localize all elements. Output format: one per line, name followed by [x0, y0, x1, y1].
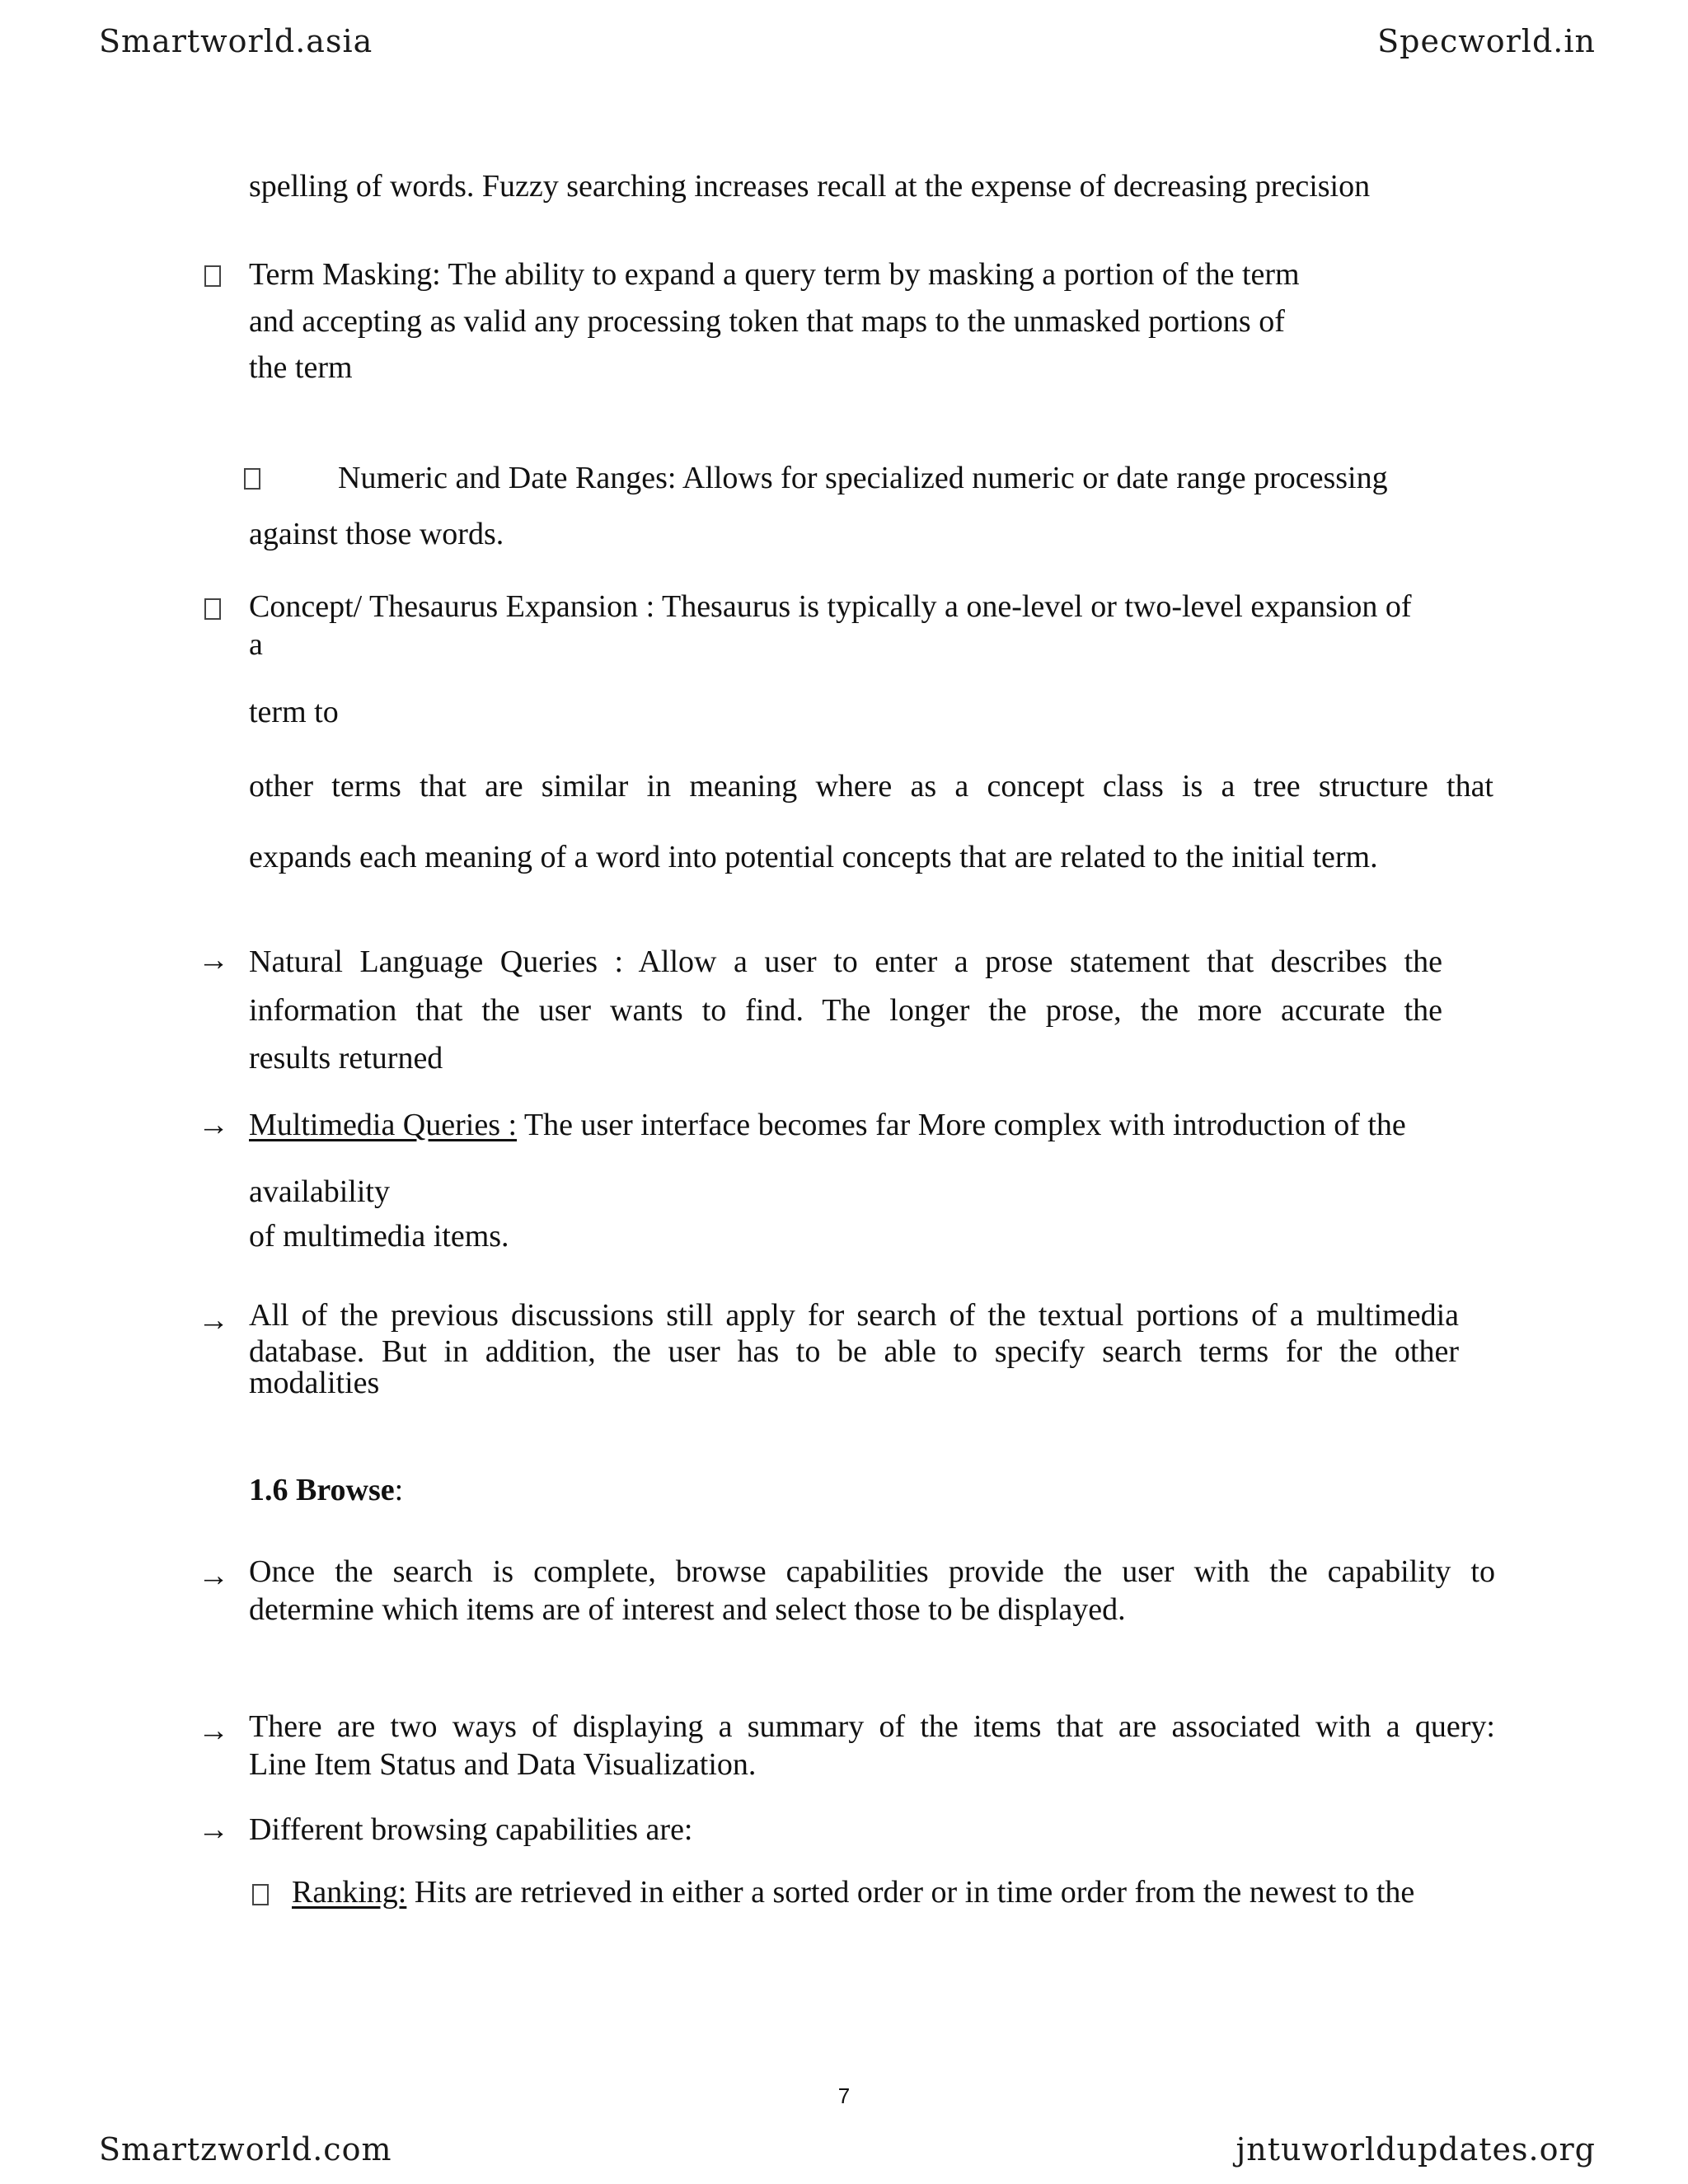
right-arrow-icon: → — [198, 1303, 229, 1338]
ranking-label: Ranking: — [292, 1875, 407, 1910]
natural-language-line-1: Natural Language Queries : Allow a user to enter a prose statement that describes the — [249, 944, 1442, 979]
previous-line-1: All of the previous discussions still apply for search of the textual portions of a multimedia — [249, 1298, 1459, 1333]
right-arrow-icon: → — [198, 1558, 229, 1593]
ranking-text: Hits are retrieved in either a sorted order or in time order from the newest to the — [406, 1875, 1415, 1910]
header-right-site: Specworld.in — [1377, 23, 1596, 59]
multimedia-line-2: availability — [249, 1174, 390, 1209]
once-line-2: determine which items are of interest and select those to be displayed. — [249, 1592, 1126, 1627]
term-masking-line-1: Term Masking: The ability to expand a query term by masking a portion of the term — [249, 257, 1300, 292]
fuzzy-search-tail: spelling of words. Fuzzy searching increases recall at the expense of decreasing precision — [249, 169, 1371, 204]
footer-right-site: jntuworldupdates.org — [1236, 2131, 1596, 2168]
natural-language-line-3: results returned — [249, 1041, 443, 1076]
right-arrow-icon: → — [198, 1108, 229, 1142]
term-masking-line-3: the term — [249, 350, 353, 385]
concept-line-1: Concept/ Thesaurus Expansion : Thesaurus is typically a one-level or two-level expansion of — [249, 589, 1412, 624]
section-heading-colon: : — [394, 1473, 404, 1507]
natural-language-line-2: information that the user wants to find. The longer the prose, the more accurate the — [249, 993, 1442, 1028]
previous-line-2: database. But in addition, the user has to be able to specify search terms for the other — [249, 1334, 1459, 1369]
term-masking-line-2: and accepting as valid any processing token that maps to the unmasked portions of — [249, 304, 1285, 339]
two-ways-line-2: Line Item Status and Data Visualization. — [249, 1747, 757, 1782]
multimedia-line-1-text: The user interface becomes far More complex with introduction of the — [517, 1108, 1406, 1142]
footer-left-site: Smartzworld.com — [99, 2131, 392, 2168]
right-arrow-icon: → — [198, 943, 229, 977]
concept-line-2: a — [249, 627, 263, 662]
section-heading-text: 1.6 Browse — [249, 1473, 395, 1507]
multimedia-line-3: of multimedia items. — [249, 1219, 509, 1254]
right-arrow-icon: → — [198, 1812, 229, 1847]
square-bullet-icon — [252, 1884, 269, 1905]
ranking-line — [292, 1869, 1414, 1915]
concept-line-5: expands each meaning of a word into potential concepts that are related to the initial term. — [249, 840, 1378, 874]
multimedia-queries-label: Multimedia Queries : — [249, 1108, 518, 1142]
different-browsing-line: Different browsing capabilities are: — [249, 1812, 693, 1847]
square-bullet-icon — [204, 598, 221, 620]
numeric-date-line-1: Numeric and Date Ranges: Allows for specialized numeric or date range processing — [338, 461, 1388, 495]
square-bullet-icon — [204, 265, 221, 287]
concept-line-4: other terms that are similar in meaning where as a concept class is a tree structure that — [249, 769, 1493, 804]
multimedia-line-1 — [249, 1102, 1406, 1148]
two-ways-line-1: There are two ways of displaying a summary of the items that are associated with a query: — [249, 1709, 1495, 1744]
page-number: 7 — [837, 2083, 851, 2108]
concept-line-3: term to — [249, 695, 339, 729]
numeric-date-line-2: against those words. — [249, 517, 504, 551]
right-arrow-icon: → — [198, 1713, 229, 1748]
section-heading — [249, 1467, 403, 1513]
previous-line-3: modalities — [249, 1366, 380, 1400]
square-bullet-icon — [244, 468, 260, 490]
header-left-site: Smartworld.asia — [99, 23, 373, 59]
once-line-1: Once the search is complete, browse capabilities provide the user with the capability to — [249, 1554, 1495, 1589]
